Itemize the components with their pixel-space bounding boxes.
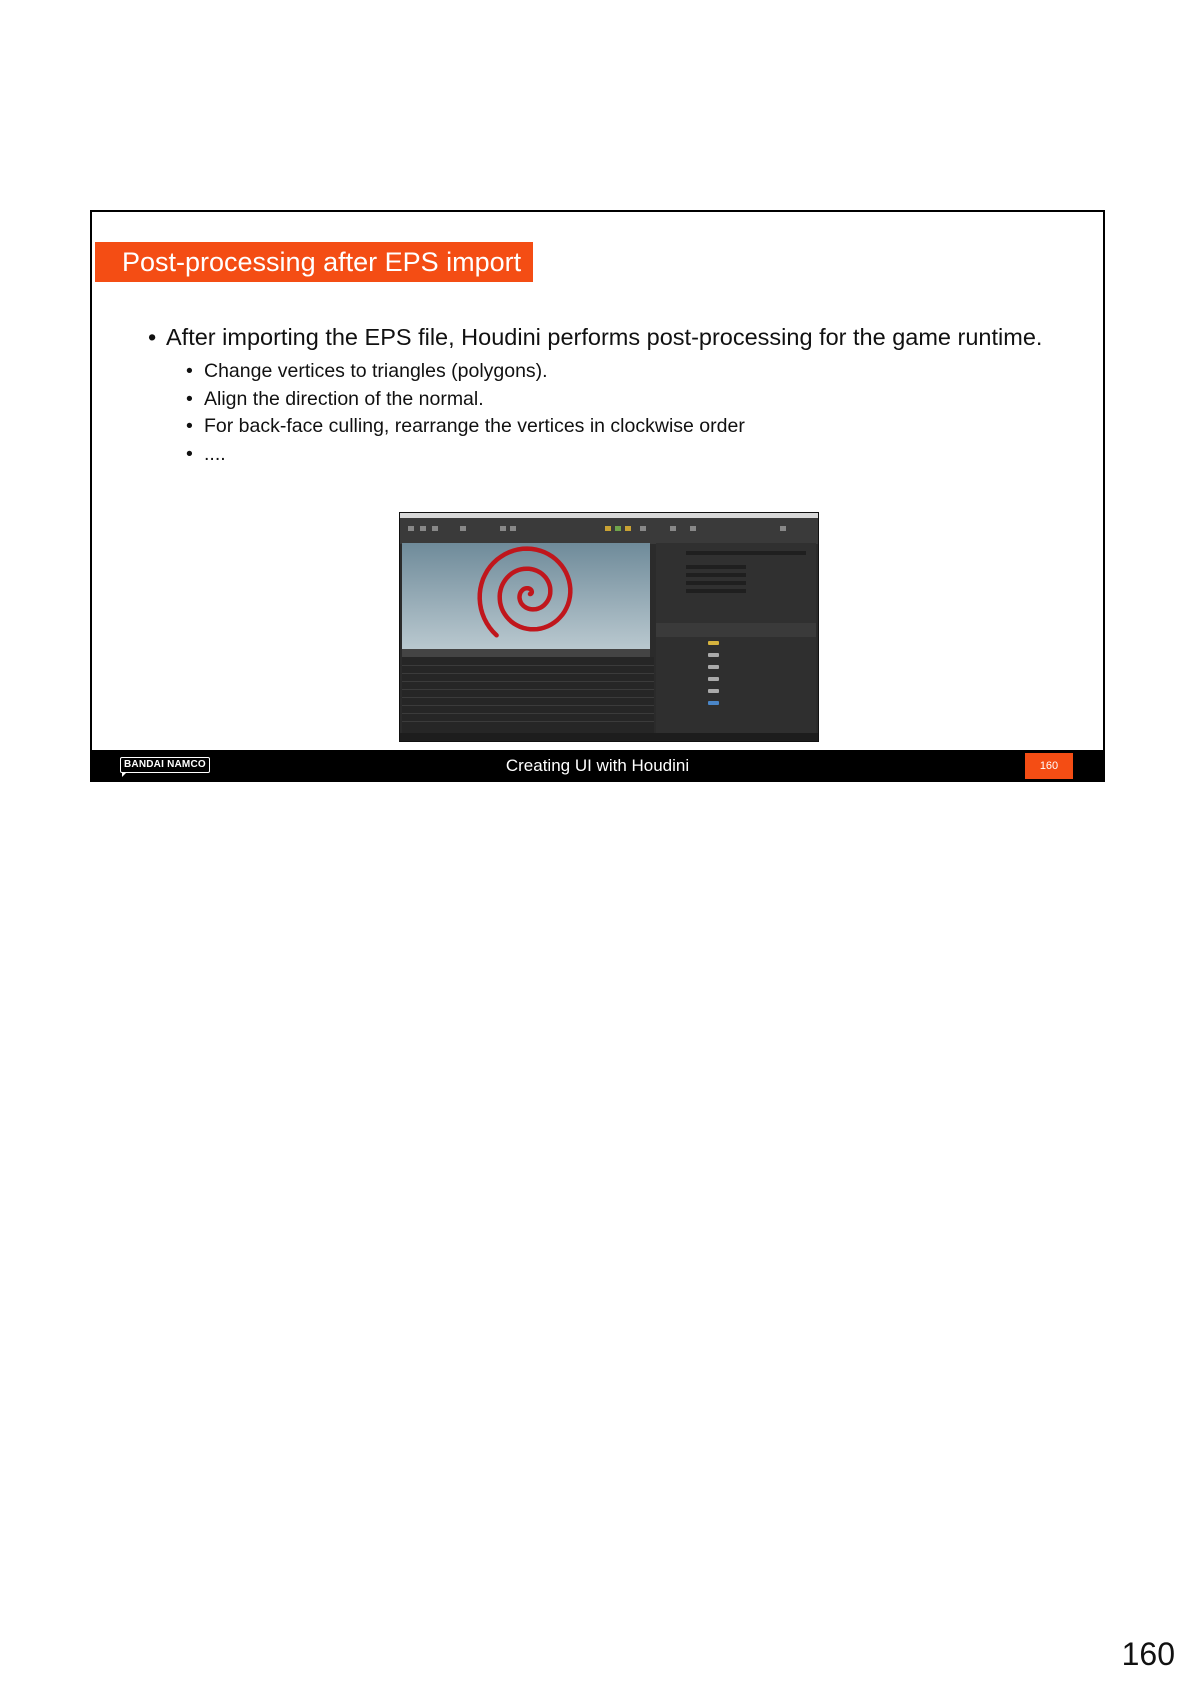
node-file — [708, 641, 719, 645]
page-number: 160 — [1121, 1636, 1175, 1672]
node-network — [656, 637, 816, 733]
3d-viewport — [402, 543, 650, 649]
slide-title: Post-processing after EPS import — [95, 242, 533, 282]
parameter-panel — [656, 543, 816, 623]
spiral-graphic — [402, 543, 650, 649]
slide-number-badge: 160 — [1025, 753, 1073, 779]
bandai-namco-logo: BANDAI NAMCO — [120, 757, 210, 773]
sub-bullet-ellipsis: • .... — [186, 441, 1048, 469]
slide — [90, 210, 1105, 782]
footer-title: Creating UI with Houdini — [505, 756, 690, 775]
sub-bullet-normal: • Align the direction of the normal. — [186, 386, 1048, 414]
network-toolbar — [656, 623, 816, 637]
node-2 — [708, 665, 719, 669]
timeline-bar — [400, 733, 818, 741]
viewport-status-strip — [402, 649, 650, 657]
node-output — [708, 701, 719, 705]
node-1 — [708, 653, 719, 657]
node-4 — [708, 689, 719, 693]
houdini-screenshot — [399, 512, 819, 742]
slide-footer — [90, 750, 1105, 782]
geometry-spreadsheet — [402, 657, 654, 733]
sub-bullet-list — [186, 358, 1048, 468]
sub-bullet-culling: • For back-face culling, rearrange the vertices in clockwise order — [186, 413, 1048, 441]
bullet-main: • After importing the EPS file, Houdini performs post-processing for the game runtime. — [148, 324, 1048, 350]
houdini-toolbar — [400, 518, 818, 544]
sub-bullet-triangles: • Change vertices to triangles (polygons). — [186, 358, 1048, 386]
node-3 — [708, 677, 719, 681]
bullet-list — [148, 324, 1048, 468]
